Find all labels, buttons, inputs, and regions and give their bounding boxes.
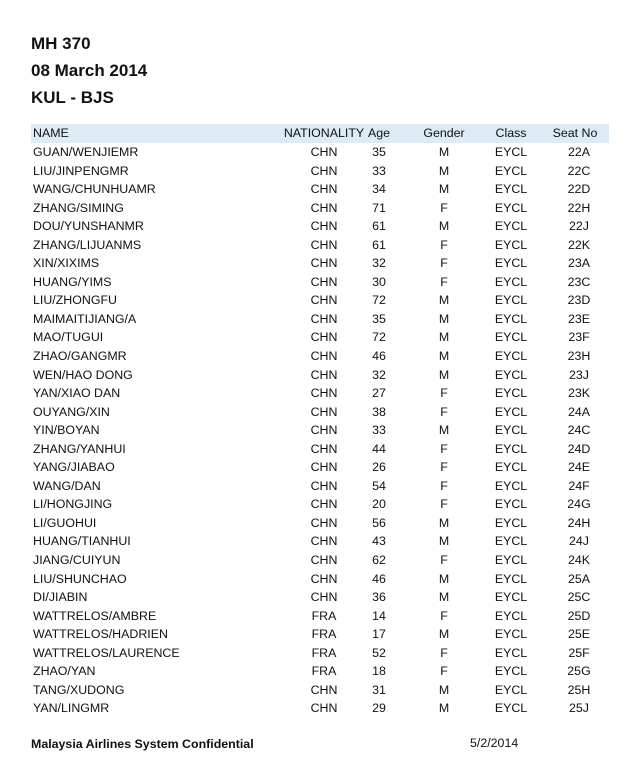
table-row bbox=[31, 273, 609, 292]
passenger-seat: 24F bbox=[568, 478, 590, 493]
passenger-name: ZHANG/SIMING bbox=[33, 200, 124, 215]
passenger-class: EYCL bbox=[494, 182, 528, 197]
table-row bbox=[31, 366, 609, 385]
passenger-seat: 22H bbox=[567, 200, 591, 215]
passenger-class: EYCL bbox=[494, 423, 528, 438]
passenger-age: 34 bbox=[372, 182, 386, 197]
passenger-seat: 24K bbox=[567, 553, 591, 568]
passenger-seat: 25A bbox=[567, 571, 591, 586]
column-header-seat: Seat No bbox=[552, 126, 598, 140]
passenger-age: 46 bbox=[372, 571, 386, 586]
passenger-age: 30 bbox=[372, 274, 386, 289]
column-header-nationality: NATIONALITY bbox=[283, 126, 365, 140]
passenger-gender: M bbox=[438, 330, 450, 345]
passenger-class: EYCL bbox=[494, 645, 528, 660]
passenger-gender: F bbox=[440, 200, 448, 215]
passenger-seat: 24D bbox=[567, 441, 591, 456]
table-row bbox=[31, 236, 609, 255]
passenger-age: 56 bbox=[372, 515, 386, 530]
passenger-class: EYCL bbox=[494, 237, 528, 252]
passenger-gender: M bbox=[438, 311, 450, 326]
passenger-nationality: CHN bbox=[310, 404, 338, 419]
passenger-age: 61 bbox=[372, 219, 386, 234]
passenger-seat: 23H bbox=[567, 349, 591, 364]
passenger-class: EYCL bbox=[494, 571, 528, 586]
passenger-class: EYCL bbox=[494, 200, 528, 215]
passenger-class: EYCL bbox=[494, 256, 528, 271]
passenger-gender: F bbox=[440, 553, 448, 568]
passenger-seat: 22J bbox=[569, 219, 589, 234]
passenger-class: EYCL bbox=[494, 515, 528, 530]
passenger-nationality: CHN bbox=[310, 293, 338, 308]
passenger-class: EYCL bbox=[494, 627, 528, 642]
passenger-nationality: CHN bbox=[310, 367, 338, 382]
table-row bbox=[31, 310, 609, 329]
passenger-age: 35 bbox=[372, 145, 386, 159]
passenger-age: 72 bbox=[372, 330, 386, 345]
passenger-age: 44 bbox=[372, 441, 386, 456]
table-row bbox=[31, 162, 609, 181]
passenger-gender: M bbox=[438, 571, 450, 586]
passenger-seat: 24C bbox=[567, 423, 591, 438]
passenger-age: 27 bbox=[372, 386, 386, 401]
passenger-name: TANG/XUDONG bbox=[33, 682, 125, 697]
passenger-nationality: CHN bbox=[310, 701, 338, 716]
passenger-age: 62 bbox=[372, 553, 386, 568]
passenger-gender: F bbox=[440, 664, 448, 679]
passenger-class: EYCL bbox=[494, 441, 528, 456]
passenger-class: EYCL bbox=[494, 478, 528, 493]
passenger-class: EYCL bbox=[494, 367, 528, 382]
passenger-gender: M bbox=[438, 219, 450, 234]
table-row bbox=[31, 458, 609, 477]
passenger-name: ZHAO/GANGMR bbox=[33, 349, 127, 364]
passenger-name: OUYANG/XIN bbox=[33, 404, 110, 419]
passenger-nationality: CHN bbox=[310, 274, 338, 289]
passenger-seat: 25J bbox=[569, 701, 589, 716]
passenger-nationality: FRA bbox=[311, 645, 337, 660]
passenger-seat: 24H bbox=[567, 515, 591, 530]
passenger-name: LIU/SHUNCHAO bbox=[33, 571, 127, 586]
table-header-row bbox=[31, 124, 609, 143]
passenger-gender: M bbox=[438, 515, 450, 530]
table-row bbox=[31, 477, 609, 496]
passenger-seat: 22A bbox=[567, 145, 591, 159]
passenger-nationality: CHN bbox=[310, 200, 338, 215]
passenger-class: EYCL bbox=[494, 553, 528, 568]
passenger-class: EYCL bbox=[494, 534, 528, 549]
passenger-name: GUAN/WENJIEMR bbox=[33, 145, 139, 159]
passenger-seat: 25C bbox=[567, 590, 591, 605]
flight-number: MH 370 bbox=[31, 34, 91, 53]
passenger-seat: 23F bbox=[568, 330, 590, 345]
table-row bbox=[31, 421, 609, 440]
passenger-nationality: CHN bbox=[310, 423, 338, 438]
table-body bbox=[31, 143, 609, 718]
passenger-age: 71 bbox=[372, 200, 386, 215]
passenger-nationality: CHN bbox=[310, 460, 338, 475]
passenger-nationality: FRA bbox=[311, 608, 337, 623]
column-header-name: NAME bbox=[33, 126, 69, 140]
passenger-gender: F bbox=[440, 256, 448, 271]
table-row bbox=[31, 217, 609, 236]
passenger-age: 14 bbox=[372, 608, 386, 623]
passenger-name: WATTRELOS/HADRIEN bbox=[33, 627, 168, 642]
passenger-age: 31 bbox=[372, 682, 386, 697]
passenger-name: WATTRELOS/AMBRE bbox=[33, 608, 157, 623]
footer-confidential: Malaysia Airlines System Confidential bbox=[31, 737, 254, 751]
table-row bbox=[31, 328, 609, 347]
passenger-gender: F bbox=[440, 274, 448, 289]
passenger-class: EYCL bbox=[494, 664, 528, 679]
passenger-class: EYCL bbox=[494, 145, 528, 159]
table-row bbox=[31, 440, 609, 459]
passenger-gender: F bbox=[440, 645, 448, 660]
passenger-gender: M bbox=[438, 701, 450, 716]
passenger-name: ZHANG/YANHUI bbox=[33, 441, 126, 456]
passenger-age: 38 bbox=[372, 404, 386, 419]
passenger-gender: M bbox=[438, 349, 450, 364]
passenger-name: YAN/LINGMR bbox=[33, 701, 110, 716]
passenger-gender: M bbox=[438, 682, 450, 697]
passenger-seat: 24J bbox=[569, 534, 589, 549]
passenger-name: MAO/TUGUI bbox=[33, 330, 104, 345]
passenger-age: 72 bbox=[372, 293, 386, 308]
passenger-nationality: CHN bbox=[310, 441, 338, 456]
table-row bbox=[31, 199, 609, 218]
passenger-gender: F bbox=[440, 460, 448, 475]
passenger-gender: M bbox=[438, 163, 450, 178]
passenger-class: EYCL bbox=[494, 219, 528, 234]
passenger-name: WANG/DAN bbox=[33, 478, 101, 493]
passenger-age: 32 bbox=[372, 367, 386, 382]
passenger-nationality: FRA bbox=[311, 627, 337, 642]
table-row bbox=[31, 254, 609, 273]
table-row bbox=[31, 570, 609, 589]
passenger-class: EYCL bbox=[494, 311, 528, 326]
table-row bbox=[31, 662, 609, 681]
table-row bbox=[31, 143, 609, 162]
passenger-name: WEN/HAO DONG bbox=[33, 367, 133, 382]
passenger-age: 33 bbox=[372, 163, 386, 178]
flight-route: KUL - BJS bbox=[31, 88, 114, 107]
passenger-gender: M bbox=[438, 367, 450, 382]
passenger-seat: 25H bbox=[567, 682, 591, 697]
passenger-seat: 22C bbox=[567, 163, 591, 178]
column-header-class: Class bbox=[495, 126, 527, 140]
passenger-nationality: CHN bbox=[310, 163, 338, 178]
passenger-age: 18 bbox=[372, 664, 386, 679]
table-row bbox=[31, 681, 609, 700]
passenger-class: EYCL bbox=[494, 330, 528, 345]
passenger-name: HUANG/YIMS bbox=[33, 274, 112, 289]
passenger-name: DI/JIABIN bbox=[33, 590, 88, 605]
passenger-seat: 23C bbox=[567, 274, 591, 289]
passenger-class: EYCL bbox=[494, 497, 528, 512]
passenger-seat: 24A bbox=[567, 404, 591, 419]
passenger-seat: 25E bbox=[567, 627, 591, 642]
passenger-gender: M bbox=[438, 627, 450, 642]
passenger-nationality: CHN bbox=[310, 219, 338, 234]
passenger-class: EYCL bbox=[494, 274, 528, 289]
passenger-gender: M bbox=[438, 182, 450, 197]
passenger-name: XIN/XIXIMS bbox=[33, 256, 100, 271]
passenger-nationality: CHN bbox=[310, 590, 338, 605]
table-row bbox=[31, 625, 609, 644]
passenger-seat: 25F bbox=[568, 645, 590, 660]
passenger-class: EYCL bbox=[494, 682, 528, 697]
passenger-nationality: CHN bbox=[310, 571, 338, 586]
passenger-class: EYCL bbox=[494, 590, 528, 605]
passenger-name: MAIMAITIJIANG/A bbox=[33, 311, 137, 326]
passenger-name: YIN/BOYAN bbox=[33, 423, 100, 438]
table-row bbox=[31, 347, 609, 366]
table-row bbox=[31, 180, 609, 199]
passenger-nationality: CHN bbox=[310, 682, 338, 697]
passenger-name: YANG/JIABAO bbox=[33, 460, 115, 475]
passenger-name: ZHAO/YAN bbox=[33, 664, 96, 679]
table-row bbox=[31, 403, 609, 422]
passenger-name: LIU/ZHONGFU bbox=[33, 293, 117, 308]
passenger-class: EYCL bbox=[494, 404, 528, 419]
passenger-age: 52 bbox=[372, 645, 386, 660]
table-row bbox=[31, 291, 609, 310]
table-row bbox=[31, 588, 609, 607]
table-row bbox=[31, 551, 609, 570]
passenger-class: EYCL bbox=[494, 163, 528, 178]
passenger-class: EYCL bbox=[494, 386, 528, 401]
passenger-gender: F bbox=[440, 478, 448, 493]
passenger-age: 35 bbox=[372, 311, 386, 326]
flight-date: 08 March 2014 bbox=[31, 61, 148, 80]
passenger-gender: M bbox=[438, 293, 450, 308]
passenger-nationality: CHN bbox=[310, 497, 338, 512]
passenger-seat: 22K bbox=[567, 237, 591, 252]
column-header-age: Age bbox=[367, 126, 391, 140]
passenger-age: 17 bbox=[372, 627, 386, 642]
table-row bbox=[31, 699, 609, 718]
passenger-seat: 23K bbox=[567, 386, 591, 401]
passenger-age: 43 bbox=[372, 534, 386, 549]
passenger-nationality: CHN bbox=[310, 237, 338, 252]
footer-date: 5/2/2014 bbox=[470, 736, 519, 750]
passenger-name: HUANG/TIANHUI bbox=[33, 534, 131, 549]
table-row bbox=[31, 384, 609, 403]
passenger-age: 36 bbox=[372, 590, 386, 605]
passenger-name: DOU/YUNSHANMR bbox=[33, 219, 144, 234]
passenger-name: WANG/CHUNHUAMR bbox=[33, 182, 156, 197]
passenger-seat: 25D bbox=[567, 608, 591, 623]
passenger-nationality: CHN bbox=[310, 534, 338, 549]
passenger-age: 54 bbox=[372, 478, 386, 493]
passenger-seat: 24G bbox=[567, 497, 591, 512]
passenger-nationality: FRA bbox=[311, 664, 337, 679]
passenger-name: ZHANG/LIJUANMS bbox=[33, 237, 142, 252]
passenger-seat: 23A bbox=[567, 256, 591, 271]
passenger-gender: M bbox=[438, 145, 450, 159]
passenger-seat: 23J bbox=[569, 367, 589, 382]
passenger-class: EYCL bbox=[494, 608, 528, 623]
passenger-class: EYCL bbox=[494, 349, 528, 364]
passenger-age: 46 bbox=[372, 349, 386, 364]
passenger-manifest-table bbox=[31, 124, 609, 718]
passenger-nationality: CHN bbox=[310, 256, 338, 271]
passenger-nationality: CHN bbox=[310, 553, 338, 568]
passenger-gender: F bbox=[440, 237, 448, 252]
passenger-class: EYCL bbox=[494, 701, 528, 716]
passenger-gender: F bbox=[440, 404, 448, 419]
passenger-nationality: CHN bbox=[310, 330, 338, 345]
passenger-gender: F bbox=[440, 441, 448, 456]
passenger-nationality: CHN bbox=[310, 515, 338, 530]
passenger-age: 33 bbox=[372, 423, 386, 438]
table-row bbox=[31, 514, 609, 533]
table-row bbox=[31, 495, 609, 514]
passenger-nationality: CHN bbox=[310, 145, 338, 159]
passenger-seat: 23D bbox=[567, 293, 591, 308]
passenger-age: 26 bbox=[372, 460, 386, 475]
passenger-nationality: CHN bbox=[310, 386, 338, 401]
passenger-nationality: CHN bbox=[310, 311, 338, 326]
passenger-gender: F bbox=[440, 497, 448, 512]
passenger-gender: M bbox=[438, 590, 450, 605]
passenger-nationality: CHN bbox=[310, 478, 338, 493]
passenger-gender: M bbox=[438, 534, 450, 549]
passenger-name: LI/HONGJING bbox=[33, 497, 113, 512]
passenger-name: JIANG/CUIYUN bbox=[33, 553, 121, 568]
column-header-gender: Gender bbox=[423, 126, 465, 140]
passenger-name: YAN/XIAO DAN bbox=[33, 386, 121, 401]
passenger-age: 29 bbox=[372, 701, 386, 716]
passenger-nationality: CHN bbox=[310, 349, 338, 364]
passenger-gender: M bbox=[438, 423, 450, 438]
passenger-class: EYCL bbox=[494, 293, 528, 308]
passenger-name: LI/GUOHUI bbox=[33, 515, 97, 530]
document-header bbox=[31, 30, 147, 111]
passenger-seat: 23E bbox=[567, 311, 591, 326]
table-row bbox=[31, 607, 609, 626]
passenger-gender: F bbox=[440, 386, 448, 401]
passenger-age: 61 bbox=[372, 237, 386, 252]
passenger-name: WATTRELOS/LAURENCE bbox=[33, 645, 180, 660]
table-row bbox=[31, 532, 609, 551]
passenger-nationality: CHN bbox=[310, 182, 338, 197]
passenger-seat: 22D bbox=[567, 182, 591, 197]
table-row bbox=[31, 644, 609, 663]
passenger-class: EYCL bbox=[494, 460, 528, 475]
passenger-seat: 25G bbox=[567, 664, 591, 679]
passenger-name: LIU/JINPENGMR bbox=[33, 163, 129, 178]
passenger-gender: F bbox=[440, 608, 448, 623]
passenger-age: 20 bbox=[372, 497, 386, 512]
passenger-seat: 24E bbox=[567, 460, 591, 475]
passenger-age: 32 bbox=[372, 256, 386, 271]
